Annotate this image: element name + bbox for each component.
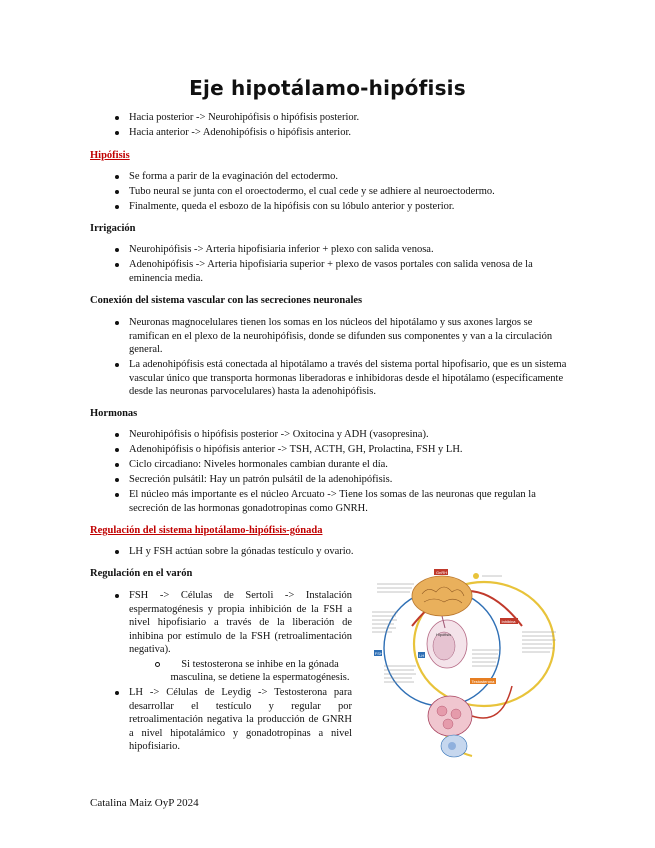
list-item: Neurohipófisis -> Arteria hipofisiaria inferior + plexo con salida venosa. bbox=[90, 243, 570, 257]
sub-list-item: Si testosterona se inhibe en la gónada masculina, se detiene la espermatogénesis. bbox=[129, 658, 352, 685]
figure-label-hipofisis: Hipófisis bbox=[436, 632, 452, 637]
irrigacion-list bbox=[90, 243, 570, 287]
figure-label-testosterona: Testosterona bbox=[471, 678, 495, 684]
hipofisis-list bbox=[90, 170, 570, 215]
section-heading-varon: Regulación en el varón bbox=[90, 568, 193, 579]
intro-list bbox=[90, 111, 570, 141]
list-item: Adenohipófisis -> Arteria hipofisiaria superior + plexo de vasos portales con salida venosa de la eminencia media. bbox=[90, 258, 570, 285]
list-item: Tubo neural se junta con el oroectodermo, el cual cede y se adhiere al neuroectodermo. bbox=[90, 185, 570, 199]
list-item: La adenohipófisis está conectada al hipotálamo a través del sistema portal hipofisario, que es un sistema vascular único que transporta hormonas liberadoras e inhibidoras desde el hipotálamo (específicamente desde las neuronas parvocelulares) hasta la adenohipófisis. bbox=[90, 358, 570, 399]
list-item: Neurohipófisis o hipófisis posterior -> Oxitocina y ADH (vasopresina). bbox=[90, 428, 570, 442]
figure-label-inhibina: Inhibina bbox=[501, 618, 516, 624]
section-heading-hormonas: Hormonas bbox=[90, 408, 138, 419]
section-heading-irrigacion: Irrigación bbox=[90, 223, 136, 234]
list-item: Hacia posterior -> Neurohipófisis o hipófisis posterior. bbox=[90, 111, 570, 125]
list-item: El núcleo más importante es el núcleo Arcuato -> Tiene los somas de las neuronas que regulan la secreción de las hormonas gonadotropinas como GNRH. bbox=[90, 488, 570, 515]
list-item: Neuronas magnocelulares tienen los somas en los núcleos del hipotálamo y sus axones largos se ramifican en el plexo de la neurohipófisis, donde se difunden sus componentes y van a la circulación general. bbox=[90, 316, 570, 357]
list-item: Ciclo circadiano: Niveles hormonales cambian durante el día. bbox=[90, 458, 570, 472]
page-title: Eje hipotálamo-hipófisis bbox=[189, 76, 466, 100]
varon-list bbox=[90, 589, 352, 755]
conexion-list bbox=[90, 316, 570, 400]
section-heading-hipofisis: Hipófisis bbox=[90, 150, 130, 161]
list-item-lh: LH -> Células de Leydig -> Testosterona para desarrollar el testículo y regular por retroalimentación negativa la producción de GNRH a nivel hipotalámico y gonadotropinas a nivel hipofisiario. bbox=[90, 686, 352, 754]
hormonas-list bbox=[90, 428, 570, 517]
section-heading-regulacion-gonada: Regulación del sistema hipotálamo-hipófisis-gónada bbox=[90, 525, 323, 536]
list-item: LH y FSH actúan sobre la gónadas testículo y ovario. bbox=[90, 545, 570, 559]
list-item: Finalmente, queda el esbozo de la hipófisis con su lóbulo anterior y posterior. bbox=[90, 200, 570, 214]
list-item-fsh bbox=[90, 589, 352, 685]
figure-label-fsh: FSH bbox=[374, 650, 383, 656]
list-item: Se forma a parir de la evaginación del ectodermo. bbox=[90, 170, 570, 184]
fsh-text: FSH -> Células de Sertoli -> Instalación espermatogénesis y propia inhibición de la FSH a nivel hipofisiario a través de la liberación de inhibina por estímulo de la FSH (retroalimentación negativa). bbox=[129, 590, 352, 655]
list-item: Adenohipófisis o hipófisis anterior -> TSH, ACTH, GH, Prolactina, FSH y LH. bbox=[90, 443, 570, 457]
hpg-axis-diagram bbox=[372, 566, 560, 766]
figure-label-gnrh: GnRH bbox=[436, 569, 448, 575]
section-heading-conexion: Conexión del sistema vascular con las secreciones neuronales bbox=[90, 295, 363, 306]
list-item: Hacia anterior -> Adenohipófisis o hipófisis anterior. bbox=[90, 126, 570, 140]
footer-author: Catalina Maiz OyP 2024 bbox=[90, 797, 199, 809]
list-item: Secreción pulsátil: Hay un patrón pulsátil de la adenohipófisis. bbox=[90, 473, 570, 487]
figure-label-lh: LH bbox=[419, 652, 425, 658]
regulacion-gonada-list bbox=[90, 545, 570, 560]
